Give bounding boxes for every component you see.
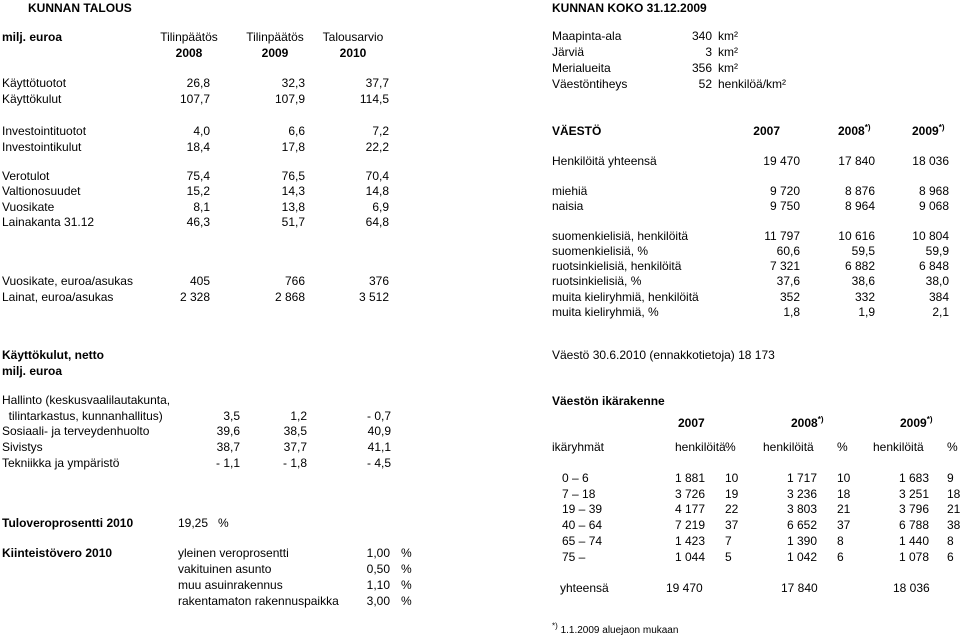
ika-row-value: 8 [947,534,954,548]
area-row-unit: km² [718,61,738,75]
tulovero-unit: % [218,516,229,530]
finance-row-label: Investointituotot [2,124,87,138]
ika-row-value: 18 [837,487,851,501]
kayttokulut-row-value: 40,9 [367,424,391,438]
ika-row-value: 6 [837,550,844,564]
finance-row-label: Vuosikate, euroa/asukas [2,274,133,288]
ika-total-value: 17 840 [781,581,818,595]
finance-row-value: 14,8 [365,184,389,198]
ika-row-value: 3 803 [787,502,818,516]
finance-row-value: 32,3 [281,76,305,90]
col-header-2010-bottom: 2010 [339,46,367,60]
vaesto-row-value: 384 [928,290,949,304]
finance-row-value: 405 [189,274,210,288]
heading-kunnan-koko: KUNNAN KOKO 31.12.2009 [552,1,707,15]
finance-row-label: Vuosikate [2,200,55,214]
finance-row-value: 64,8 [365,215,389,229]
vaesto-row-value: 1,8 [783,305,800,319]
ika-row-value: 1 717 [787,471,818,485]
finance-row-value: 70,4 [365,169,389,183]
finance-row-value: 6,9 [372,200,389,214]
vaesto-2010: Väestö 30.6.2010 (ennakkotietoja) 18 173 [552,348,775,362]
ika-total-label: yhteensä [560,581,609,595]
vaesto-row-value: 19 470 [763,154,800,168]
ika-row-value: 6 652 [787,518,818,532]
ika-row-value: 3 251 [899,487,930,501]
finance-row-value: 107,9 [274,92,305,106]
ika-row-group: 65 – 74 [562,534,603,548]
ika-row-value: 38 [947,518,960,532]
finance-row-value: 7,2 [372,124,389,138]
ika-subheader: ikäryhmät [552,440,605,454]
vaesto-row-value: 59,5 [851,244,875,258]
ika-row-value: 1 078 [899,550,930,564]
ika-subheader: % [837,440,848,454]
finance-row-value: 376 [368,274,389,288]
finance-row-label: Investointikulut [2,140,82,154]
kayttokulut-row-value: - 1,1 [215,456,240,470]
kayttokulut-title: Käyttökulut, netto [2,348,104,362]
ika-total-value: 19 470 [666,581,703,595]
kayttokulut-row-value: 1,2 [290,409,307,423]
vaesto-row-label: suomenkielisiä, % [552,244,649,258]
vaesto-row-value: 11 797 [764,229,800,243]
finance-row-value: 4,0 [193,124,210,138]
ika-row-group: 0 – 6 [562,471,589,485]
vaesto-row-value: 10 804 [912,229,949,243]
vaesto-row-value: 9 750 [769,199,800,213]
vaesto-row-value: 38,0 [925,274,949,288]
ika-subheader: henkilöitä [763,440,814,454]
ika-row-value: 9 [947,471,954,485]
ika-subheader: henkilöitä [675,440,726,454]
ika-row-value: 7 [725,534,732,548]
area-row-value: 340 [691,29,712,43]
kiinteisto-row-value: 3,00 [366,594,390,608]
unit-label: milj. euroa [2,30,63,44]
kayttokulut-unit: milj. euroa [2,364,63,378]
kayttokulut-row-label: tilintarkastus, kunnanhallitus) [2,409,163,423]
vaesto-row-value: 352 [779,290,800,304]
ika-row-value: 6 788 [899,518,930,532]
finance-row-value: 114,5 [359,92,389,106]
finance-row-value: 3 512 [358,290,389,304]
area-row-unit: km² [718,29,738,43]
ika-row-value: 5 [725,550,732,564]
finance-row-value: 766 [284,274,305,288]
vaesto-row-value: 332 [854,290,875,304]
finance-row-value: 46,3 [186,215,210,229]
vaesto-row-label: muita kieliryhmiä, % [552,305,659,319]
ika-row-value: 1 881 [675,471,706,485]
kiinteisto-label: Kiinteistövero 2010 [2,546,113,560]
area-row-value: 356 [691,61,712,75]
vaesto-row-value: 7 321 [769,259,800,273]
kayttokulut-row-value: - 1,8 [282,456,307,470]
kayttokulut-row-label: Hallinto (keskusvaalilautakunta, [2,393,171,407]
finance-row-value: 51,7 [281,215,305,229]
vaesto-row-value: 59,9 [925,244,949,258]
ika-row-group: 19 – 39 [562,502,603,516]
finance-row-value: 15,2 [186,184,210,198]
kayttokulut-row-value: 37,7 [283,440,307,454]
finance-row-label: Käyttötuotot [2,76,67,90]
ika-row-group: 75 – [562,550,586,564]
kiinteisto-row-unit: % [401,594,412,608]
vaesto-row-value: 17 840 [838,154,875,168]
kiinteisto-row-name: yleinen veroprosentti [178,546,289,560]
ika-row-value: 10 [837,471,851,485]
finance-row-value: 8,1 [193,200,210,214]
area-row-label: Väestöntiheys [552,77,628,91]
vaesto-row-value: 2,1 [932,305,949,319]
finance-row-value: 6,6 [288,124,305,138]
vaesto-year-2007: 2007 [753,124,780,138]
finance-row-value: 2 328 [179,290,210,304]
kiinteisto-row-unit: % [401,562,412,576]
kayttokulut-row-value: - 4,5 [366,456,391,470]
ika-year-2007: 2007 [678,416,705,430]
ika-row-value: 37 [837,518,851,532]
kayttokulut-row-value: 39,6 [216,424,240,438]
ika-row-value: 3 236 [787,487,818,501]
kiinteisto-row-name: vakituinen asunto [178,562,272,576]
kiinteisto-row-name: muu asuinrakennus [178,578,283,592]
vaesto-row-value: 37,6 [776,274,800,288]
finance-row-value: 18,4 [186,140,210,154]
vaesto-row-label: suomenkielisiä, henkilöitä [552,229,689,243]
finance-row-label: Lainat, euroa/asukas [2,290,114,304]
ika-row-value: 1 044 [675,550,706,564]
vaesto-row-value: 18 036 [912,154,949,168]
kayttokulut-row-value: 38,5 [283,424,307,438]
finance-row-value: 75,4 [186,169,210,183]
ika-row-value: 21 [947,502,960,516]
ika-row-group: 7 – 18 [562,487,596,501]
vaesto-row-value: 60,6 [776,244,800,258]
ika-row-value: 10 [725,471,739,485]
tulovero-label: Tuloveroprosentti 2010 [2,516,134,530]
finance-row-label: Verotulot [2,169,50,183]
footnote: *) 1.1.2009 aluejaon mukaan [552,621,679,636]
vaesto-row-value: 9 068 [918,199,949,213]
vaesto-row-label: Henkilöitä yhteensä [552,154,657,168]
ika-year-2008: 2008*) [791,415,824,430]
vaesto-row-label: naisia [552,199,584,213]
col-header-2008-top: Tilinpäätös [160,30,218,44]
vaesto-row-label: miehiä [552,184,588,198]
ika-subheader: % [947,440,958,454]
kiinteisto-row-value: 0,50 [366,562,390,576]
finance-row-value: 13,8 [281,200,305,214]
kayttokulut-row-label: Tekniikka ja ympäristö [2,456,120,470]
finance-row-value: 22,2 [365,140,389,154]
ika-row-value: 3 796 [899,502,930,516]
finance-row-value: 2 868 [274,290,305,304]
kayttokulut-row-value: 41,1 [367,440,391,454]
col-header-2008-bottom: 2008 [175,46,203,60]
ika-row-value: 7 219 [675,518,706,532]
kayttokulut-row-label: Sosiaali- ja terveydenhuolto [2,424,150,438]
finance-row-label: Valtionosuudet [2,184,81,198]
vaesto-row-value: 6 882 [844,259,875,273]
area-row-label: Merialueita [552,61,611,75]
kayttokulut-row-value: 3,5 [223,409,240,423]
ika-year-2009: 2009*) [900,415,933,430]
vaesto-row-value: 1,9 [858,305,875,319]
kiinteisto-row-unit: % [401,546,412,560]
finance-row-label: Käyttökulut [2,92,62,106]
kiinteisto-row-value: 1,10 [366,578,390,592]
ika-row-value: 4 177 [675,502,706,516]
vaesto-row-label: ruotsinkielisiä, % [552,274,642,288]
finance-row-value: 76,5 [281,169,305,183]
vaesto-row-value: 9 720 [769,184,800,198]
kayttokulut-row-value: 38,7 [216,440,240,454]
kiinteisto-row-name: rakentamaton rakennuspaikka [178,594,339,608]
ika-row-value: 1 042 [787,550,818,564]
ika-row-value: 19 [725,487,739,501]
vaesto-year-2009: 2009*) [912,123,945,138]
vaesto-row-value: 8 964 [844,199,875,213]
vaesto-row-value: 6 848 [918,259,949,273]
ika-row-value: 22 [725,502,739,516]
kiinteisto-row-unit: % [401,578,412,592]
ika-row-value: 21 [837,502,851,516]
vaesto-row-value: 10 616 [838,229,875,243]
finance-row-value: 26,8 [186,76,210,90]
finance-row-value: 14,3 [281,184,305,198]
tulovero-value: 19,25 [178,516,209,530]
col-header-2009-top: Tilinpäätös [246,30,304,44]
area-row-unit: km² [718,45,738,59]
ika-row-value: 1 390 [787,534,818,548]
col-header-2009-bottom: 2009 [261,46,289,60]
area-row-value: 3 [705,45,712,59]
ika-row-group: 40 – 64 [562,518,603,532]
vaesto-row-value: 8 968 [918,184,949,198]
heading-kunnan-talous: KUNNAN TALOUS [28,1,132,15]
vaesto-row-label: muita kieliryhmiä, henkilöitä [552,290,699,304]
area-row-unit: henkilöä/km² [718,77,787,91]
area-row-label: Maapinta-ala [552,29,622,43]
col-header-2010-top: Talousarvio [322,30,384,44]
vaesto-row-label: ruotsinkielisiä, henkilöitä [552,259,682,273]
area-row-label: Järviä [552,45,585,59]
ika-subheader: henkilöitä [873,440,924,454]
ika-row-value: 3 726 [675,487,706,501]
finance-row-value: 107,7 [179,92,210,106]
ika-row-value: 18 [947,487,960,501]
ika-subheader: % [725,440,736,454]
vaesto-year-2008: 2008*) [838,123,871,138]
ika-row-value: 8 [837,534,844,548]
ika-row-value: 1 683 [899,471,930,485]
area-row-value: 52 [698,77,712,91]
kayttokulut-row-value: - 0,7 [366,409,391,423]
ika-row-value: 6 [947,550,954,564]
vaesto-row-value: 38,6 [851,274,875,288]
ika-row-value: 37 [725,518,739,532]
finance-row-value: 17,8 [281,140,305,154]
kayttokulut-row-label: Sivistys [2,440,43,454]
ika-row-value: 1 423 [675,534,706,548]
vaesto-row-value: 8 876 [844,184,875,198]
vaesto-title: VÄESTÖ [552,124,602,138]
ika-title: Väestön ikärakenne [552,394,665,408]
ika-row-value: 1 440 [899,534,930,548]
kiinteisto-row-value: 1,00 [366,546,390,560]
finance-row-label: Lainakanta 31.12 [2,215,95,229]
finance-row-value: 37,7 [365,76,389,90]
ika-total-value: 18 036 [893,581,930,595]
